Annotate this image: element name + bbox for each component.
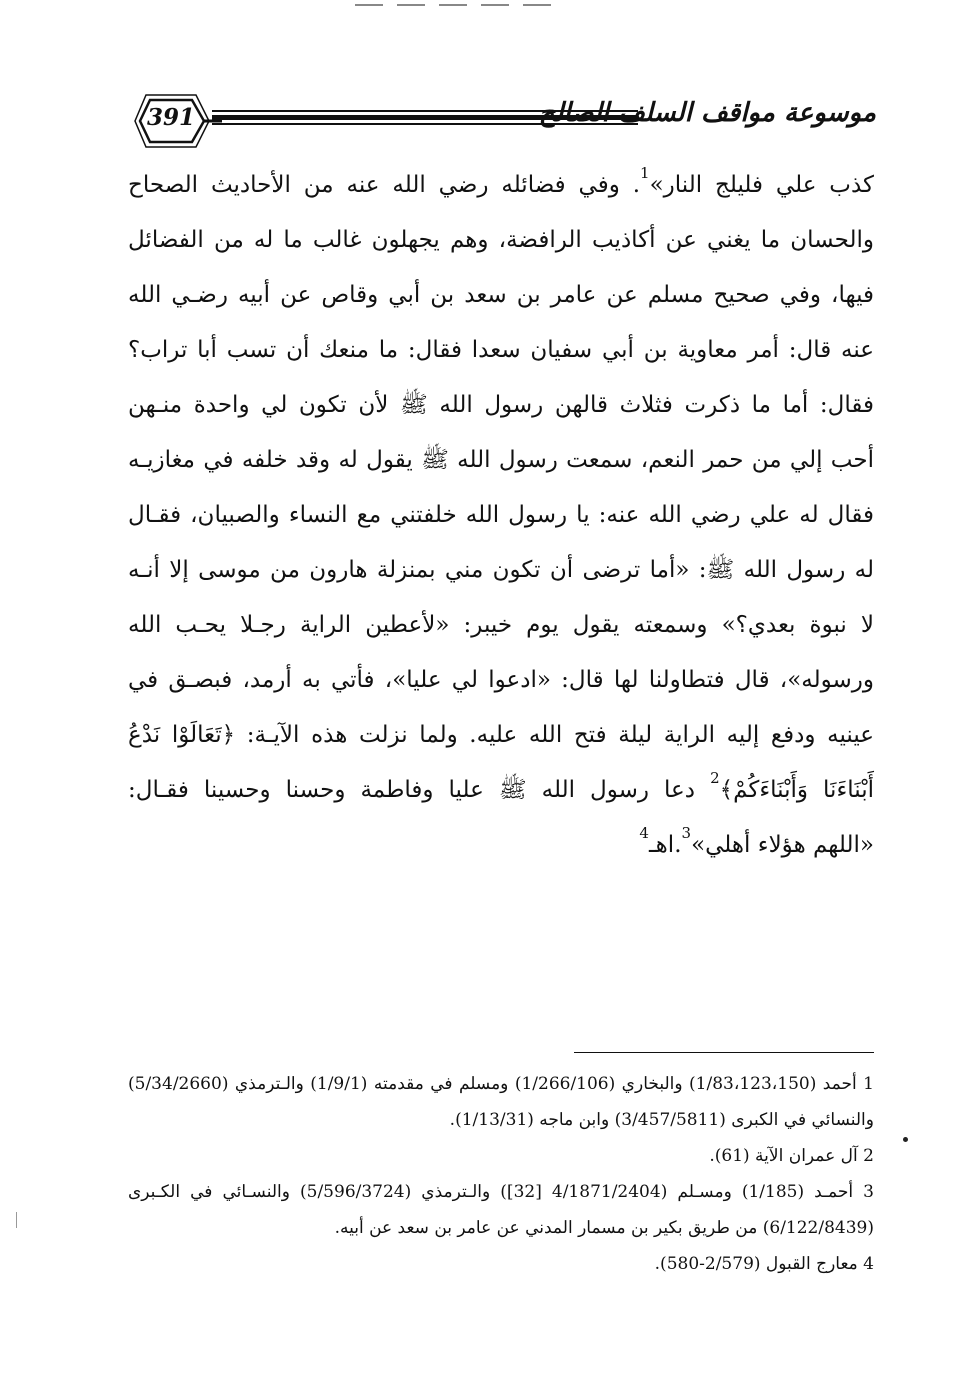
body-line-text: . وفي فضائله رضي الله عنه من الأحاديث الصحاح (128, 172, 641, 198)
body-line-text: ورسوله»، قال فتطاولنا لها قال: «ادعوا لي عليا»، فأتي به أرمد، فبصـق في (128, 667, 874, 693)
scan-marks (355, 4, 555, 7)
body-line-text: والحسان ما يغني عن أكاذيب الرافضة، وهم يجهلون غالب ما له من الفضائل (128, 227, 874, 253)
body-line-text: أحب إلي من حمر النعم، سمعت رسول الله ﷺ يقول له وقد خلفه في مغازيـه (128, 447, 874, 473)
body-line-text: كذب علي فليلج النار» (649, 172, 874, 198)
body-line (128, 598, 874, 653)
body-line-text: عنه قال: أمر معاوية بن أبي سفيان سعدا فقال: ما منعك أن تسب أبا تراب؟ (128, 337, 874, 363)
body-text (128, 158, 874, 873)
body-line (128, 323, 874, 378)
footnote-ref[interactable]: 2 (710, 769, 720, 787)
body-line (128, 268, 874, 323)
footnote-line: 3 أحمـد (1/185) ومسـلم (4/1871/2404 [32]) والـترمذي (5/596/3724) والنسـائي في الكـبرى (128, 1182, 874, 1202)
margin-tick (16, 1212, 17, 1228)
page-number-badge (132, 92, 222, 150)
body-line-text: .اهـ (648, 832, 682, 858)
body-line-text: «اللهم هؤلاء أهلي» (691, 832, 874, 858)
footnote-ref[interactable]: 4 (639, 824, 649, 842)
body-line (128, 543, 874, 598)
footnote-line: 4 معارج القبول (2/579-580). (654, 1254, 874, 1274)
page-header (132, 88, 876, 158)
body-line (128, 653, 874, 708)
footnotes (128, 1066, 874, 1282)
footnote-line: 2 آل عمران الآية (61). (709, 1146, 874, 1166)
body-line (128, 763, 874, 818)
footnote-line: والنسائي في الكبرى (3/457/5811) وابن ماجه (1/13/31). (449, 1110, 874, 1130)
margin-dot (903, 1137, 908, 1142)
body-line (128, 213, 874, 268)
body-line-text: عينيه ودفع إليه الراية ليلة فتح الله عليه. ولما نزلت هذه الآيـة: ﴿تَعَالَوْا نَدْعُ (128, 722, 874, 748)
footnote-line: 1 أحمد (1/83،123،150) والبخاري (1/266/106) ومسلم في مقدمته (1/9/1) والـترمذي (5/34/2660) (128, 1074, 874, 1094)
body-line (128, 708, 874, 763)
body-line (128, 488, 874, 543)
footnote-line: (6/122/8439) من طريق بكير بن مسمار المدني عن عامر بن سعد عن أبيه. (334, 1218, 874, 1238)
body-line (128, 158, 874, 213)
body-line-text: لا نبوة بعدي؟» وسمعته يقول يوم خيبر: «لأعطين الراية رجـلا يحـب الله (128, 612, 874, 638)
footnote-ref[interactable]: 1 (640, 164, 650, 182)
footnote-ref[interactable]: 3 (681, 824, 692, 842)
body-line-text: دعا رسول الله ﷺ عليا وفاطمة وحسنا وحسينا فقـال: (128, 777, 711, 803)
body-line-text: أَبْنَاءَنَا وَأَبْنَاءَكُمْ﴾ (719, 777, 875, 803)
series-title: موسوعة مواقف السلف الصالح (538, 98, 876, 128)
body-line-text: فيها، وفي صحيح مسلم عن عامر بن سعد بن أبي وقاص عن أبيه رضـي الله (128, 282, 874, 308)
body-line (128, 818, 874, 873)
body-line-text: فقال له علي رضي الله عنه: يا رسول الله خلفتني مع النساء والصبيان، فقـال (128, 502, 874, 528)
body-line-text: له رسول الله ﷺ: «أما ترضى أن تكون مني بمنزلة هارون من موسى إلا أنـه (128, 557, 874, 583)
footnote-divider (574, 1052, 874, 1053)
page-number: 391 (146, 104, 195, 131)
body-line-text: فقال: أما ما ذكرت فثلاث قالهن رسول الله ﷺ لأن تكون لي واحدة منـهن (128, 392, 874, 418)
body-line (128, 433, 874, 488)
body-line (128, 378, 874, 433)
